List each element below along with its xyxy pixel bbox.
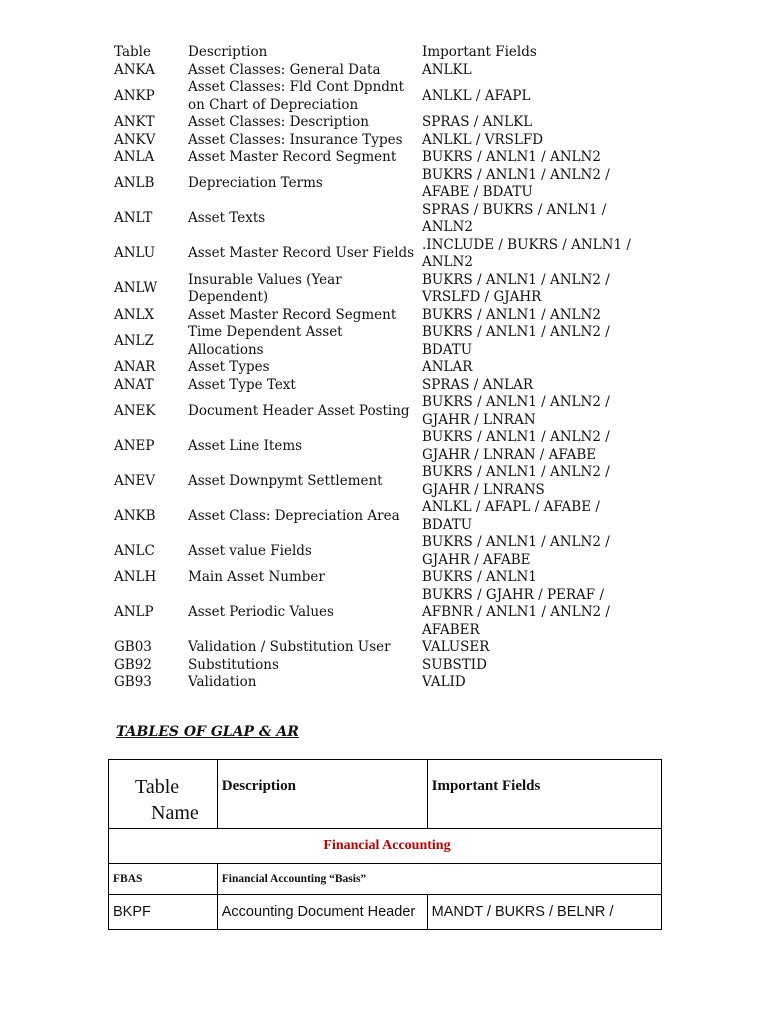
header-table: Table [114,44,151,60]
table-row [114,62,642,80]
table-description: Asset Class: Depreciation Area [188,507,400,524]
table-description: Depreciation Terms [188,175,323,192]
table-row [109,895,662,930]
table-fields: VALUSER [422,639,490,655]
table-fields: VALID [422,674,466,690]
table-description: Asset Master Record Segment [188,306,397,323]
table-row [114,114,642,132]
table-description: Asset Line Items [188,437,303,454]
table-description: Asset Classes: General Data [188,61,381,78]
section-row [109,829,662,864]
table-row [114,272,642,307]
header-description: Description [188,44,268,60]
table-fields: ANLAR [422,359,473,375]
table-description: Asset Classes: Insurance Types [188,131,403,148]
table-code: ANKV [114,131,156,148]
glap-ar-table [108,759,662,930]
table-fields: ANLKL / AFAPL [422,87,531,104]
table-description: Asset Types [188,359,270,375]
table-row [114,569,642,587]
table-fields: ANLKL [422,61,472,78]
table-code: ANLP [114,604,154,620]
table-description: Asset Texts [188,210,266,227]
table-code: ANLU [114,245,156,262]
table-row [114,167,642,202]
table-row [114,429,642,464]
section-financial-accounting: Financial Accounting [109,829,662,864]
table-row [114,132,642,150]
table-code: ANEV [114,472,156,489]
table-code: ANAR [114,359,156,375]
table-description: Document Header Asset Posting [188,402,410,419]
table-code: ANAT [114,376,154,393]
table-description: Asset Type Text [188,376,296,393]
header-description: Description [217,760,427,829]
table-description: Validation [188,674,257,690]
table-fields: SPRAS / ANLAR [422,376,534,393]
table-fields: BUKRS / ANLN1 / ANLN2 / BDATU [422,324,610,358]
table-fields: BUKRS / ANLN1 / ANLN2 / GJAHR / AFABE [422,534,610,568]
table-code: ANLC [114,542,155,559]
asset-tables-list [114,44,642,692]
table-code: ANKB [114,507,156,524]
table-description: Asset Master Record Segment [188,149,397,165]
table-code: ANLB [114,175,155,192]
table-code: ANLT [114,210,153,227]
table-fields: SUBSTID [422,656,487,673]
table-description: Asset Downpymt Settlement [188,472,383,489]
table-fields: BUKRS / ANLN1 / ANLN2 / AFABE / BDATU [422,166,610,200]
table-code: ANLA [114,149,155,165]
header-table-name-line2: Name [151,802,199,824]
table-code: GB92 [114,656,152,673]
table-code: ANLH [114,569,157,585]
table-fields: BUKRS / ANLN1 [422,569,537,585]
table-row [114,394,642,429]
table-row [114,237,642,272]
table-row [114,79,642,114]
table-code: GB93 [114,674,152,690]
table-description: Substitutions [188,656,279,673]
table-description: Asset Classes: Description [188,114,369,130]
table-description: Accounting Document Header [217,895,427,930]
table-fields: SPRAS / ANLKL [422,114,533,130]
table-row [114,324,642,359]
table-code: BKPF [109,895,218,930]
group-row [109,864,662,895]
table-row [114,202,642,237]
table-row [114,499,642,534]
table-description: Asset Periodic Values [188,604,334,620]
table-description: Asset value Fields [188,542,312,559]
table-description: Insurable Values (Year Dependent) [188,271,342,305]
table-row [114,149,642,167]
glap-section-title: TABLES OF GLAP & AR [116,724,299,740]
table-code: ANKT [114,114,155,130]
header-important-fields: Important Fields [427,760,661,829]
header-important-fields: Important Fields [422,44,537,60]
table-code: ANLZ [114,332,154,349]
table-fields: MANDT / BUKRS / BELNR / [427,895,661,930]
table-fields: BUKRS / ANLN1 / ANLN2 / GJAHR / LNRAN [422,394,610,428]
table-description: Time Dependent Asset Allocations [188,324,343,358]
table-code: ANKP [114,87,155,104]
table-description: Asset Master Record User Fields [188,245,415,262]
table-fields: BUKRS / ANLN1 / ANLN2 [422,149,601,165]
table-code: ANEK [114,402,156,419]
table-fields: BUKRS / ANLN1 / ANLN2 / GJAHR / LNRAN / AFABE [422,429,610,463]
asset-table-header [114,44,642,62]
table-row [114,587,642,640]
table-description: Validation / Substitution User [188,639,391,655]
group-code: FBAS [109,864,218,895]
header-table-name-line1: Table [135,776,180,798]
table-fields: .INCLUDE / BUKRS / ANLN1 / ANLN2 [422,236,631,270]
table-fields: BUKRS / GJAHR / PERAF / AFBNR / ANLN1 / ANLN2 / AFABER [422,586,610,638]
group-description: Financial Accounting “Basis” [217,864,661,895]
table-row [114,534,642,569]
table-description: Asset Classes: Fld Cont Dpndnt on Chart of Depreciation [188,79,405,113]
table-code: GB03 [114,639,152,655]
table-description: Main Asset Number [188,569,325,585]
table-fields: SPRAS / BUKRS / ANLN1 / ANLN2 [422,201,607,235]
table-row [114,464,642,499]
glap-header-row [109,760,662,829]
table-row [114,359,642,377]
table-row [114,674,642,692]
table-code: ANLX [114,306,155,323]
table-code: ANKA [114,61,155,78]
table-fields: BUKRS / ANLN1 / ANLN2 / GJAHR / LNRANS [422,464,610,498]
table-fields: BUKRS / ANLN1 / ANLN2 / VRSLFD / GJAHR [422,271,610,305]
table-fields: BUKRS / ANLN1 / ANLN2 [422,306,601,323]
table-fields: ANLKL / VRSLFD [422,131,544,148]
table-fields: ANLKL / AFAPL / AFABE / BDATU [422,499,600,533]
table-row [114,307,642,325]
table-code: ANEP [114,437,155,454]
table-row [114,657,642,675]
table-row [114,377,642,395]
table-row [114,639,642,657]
header-table-name [109,760,218,829]
table-code: ANLW [114,280,158,297]
